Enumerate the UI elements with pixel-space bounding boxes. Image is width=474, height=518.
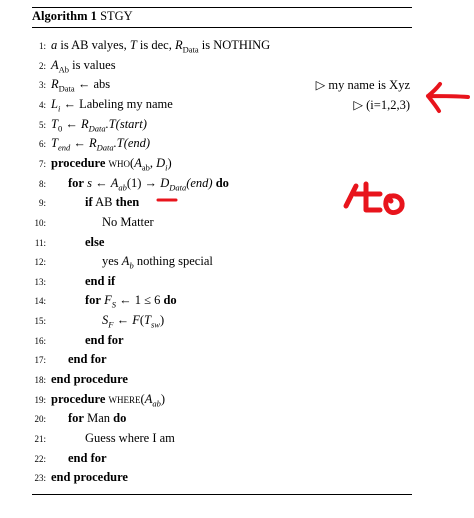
line-number: 11:: [34, 237, 46, 248]
line-code: procedure $who(A_{ab}$, $D_i$): [51, 155, 172, 173]
line-code: end procedure: [51, 372, 128, 387]
line-number: 1:: [38, 41, 46, 51]
line-code: $R_{Data}$ ← abs: [51, 77, 111, 94]
line-number: 16:: [34, 335, 46, 346]
line-code: for $F_S$ ← 1 ≤ 6 do: [85, 293, 177, 310]
line-number: 15:: [34, 316, 46, 327]
line-number: 18:: [34, 375, 46, 386]
line-number: 2:: [38, 60, 46, 71]
red-arrow-mark: [428, 84, 468, 111]
line-number: 23:: [34, 473, 46, 484]
line-code: $L_i$ ← Labeling my name: [51, 96, 173, 114]
line-code: a is AB valyes, T is dec, $R_{Data}$ is NOTHING: [51, 38, 271, 55]
line-code: else: [85, 234, 105, 249]
line-number: 6:: [38, 139, 46, 150]
line-number: 17:: [34, 355, 46, 366]
line-code: end for: [68, 352, 107, 367]
algorithm-label: Algorithm 1: [32, 9, 97, 23]
line-number: 19:: [34, 394, 46, 405]
line-number: 9:: [38, 198, 46, 209]
line-code: Guess where I am: [85, 431, 175, 445]
line-number: 14:: [34, 296, 46, 307]
line-number: 3:: [38, 80, 46, 91]
algorithm-name: STGY: [100, 9, 133, 23]
line-code: for s ← $A_{ab}(1) \to D_{Data}(end)$ do: [68, 175, 229, 193]
line-code: for Man do: [68, 411, 127, 426]
line-number: 7:: [38, 158, 46, 169]
line-code: $T_0$ ← $R_{Data}.T(start)$: [51, 116, 147, 134]
line-code: procedure $where(A_{ab})$: [51, 391, 166, 409]
line-number: 21:: [34, 434, 46, 444]
line-number: 5:: [38, 119, 46, 130]
line-number: 12:: [34, 257, 46, 268]
line-number: 22:: [34, 453, 46, 464]
line-number: 13:: [34, 276, 46, 287]
line-code: end for: [68, 450, 107, 465]
line-code: end if: [85, 273, 116, 288]
line-code: if AB then: [85, 195, 140, 210]
line-code: end procedure: [51, 470, 128, 485]
line-number: 20:: [34, 414, 46, 425]
line-comment: ▷ (i=1,2,3): [353, 97, 410, 112]
line-code: end for: [85, 332, 124, 347]
line-code: No Matter: [102, 214, 154, 229]
line-number: 10:: [34, 217, 46, 228]
line-code: yes $A_b$ nothing special: [102, 254, 213, 271]
line-code: $S_F$ ← $F(T_{sw})$: [102, 313, 165, 330]
line-code: $T_{end}$ ← $R_{Data}.T(end)$: [51, 136, 151, 153]
line-comment: ▷ my name is Xyz: [315, 78, 410, 93]
line-code: $A_{Ab}$ is values: [51, 57, 116, 75]
line-number: 4:: [38, 99, 46, 110]
line-number: 8:: [38, 178, 46, 189]
handwritten-to-mark: [346, 184, 402, 213]
